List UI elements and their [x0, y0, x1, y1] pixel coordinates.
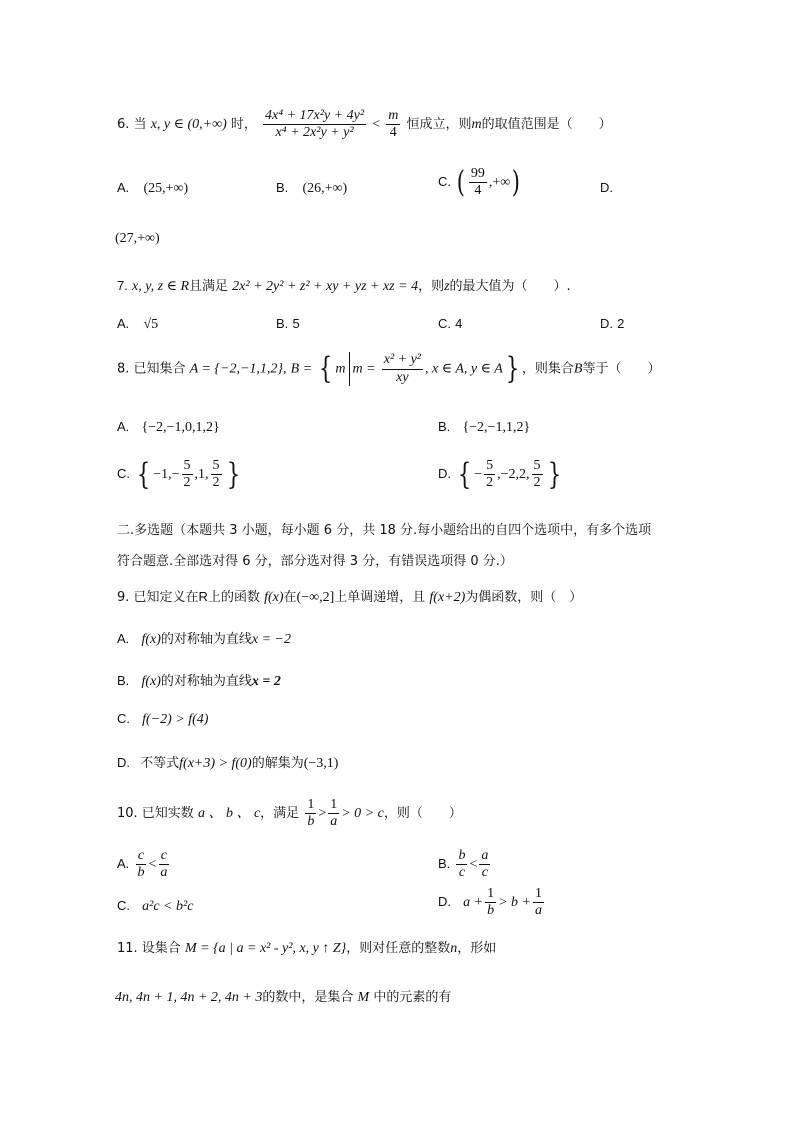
- q6-main-fraction: [263, 108, 366, 141]
- fraction-denominator: a: [535, 903, 542, 919]
- q8-option-b[interactable]: [438, 419, 530, 436]
- option-label: D.: [438, 466, 451, 482]
- q8-set-b-prefix: B =: [290, 361, 313, 377]
- q6-m-numerator: m: [386, 108, 400, 125]
- q6-domain: x, y ∈ (0,+∞): [150, 117, 227, 133]
- fraction: [479, 848, 490, 881]
- fraction: [211, 458, 222, 491]
- q7-vars: x, y, z ∈ R: [131, 279, 190, 294]
- option-operator: <: [469, 857, 478, 873]
- fraction: [305, 797, 316, 830]
- option-line: x = −2: [251, 632, 291, 647]
- q9-interval: (−∞,2]: [296, 590, 335, 605]
- option-label: C.: [117, 711, 130, 726]
- right-paren: ): [512, 164, 521, 200]
- option-label: C.: [438, 316, 451, 331]
- option-value: {−2,−1,1,2}: [462, 420, 531, 435]
- q8-fraction: [382, 352, 423, 385]
- q11-line-1: [117, 937, 496, 957]
- q8-text-suffix: ，则集合: [521, 361, 574, 377]
- option-inequality: f(−2) > f(4): [142, 712, 209, 727]
- option-label: D.: [117, 755, 130, 770]
- option-value-prefix: −: [474, 467, 483, 483]
- q9-option-d[interactable]: [117, 752, 338, 772]
- q11-line-2: [115, 986, 451, 1006]
- q8-option-a[interactable]: [117, 419, 220, 436]
- fraction-numerator: 1: [328, 797, 339, 814]
- q11-m-var: M: [357, 990, 370, 1005]
- q8-text-end: 等于（ ）: [582, 361, 661, 377]
- q10-vars: a 、 b 、 c: [197, 806, 261, 822]
- q6-frac-numerator: 4x⁴ + 17x²y + 4y²: [263, 108, 366, 125]
- q6-m-fraction: [386, 108, 400, 141]
- option-value: a²c < b²c: [142, 899, 194, 914]
- q11-set-m: M = {a | a = x² - y², x, y ↑ Z}: [184, 941, 347, 956]
- option-label: A.: [117, 180, 130, 195]
- q6-option-a[interactable]: [117, 180, 188, 197]
- q8-b-var: B: [573, 361, 583, 377]
- option-value-mid: ,−2,2,: [497, 467, 530, 483]
- q8-stem: [117, 352, 660, 386]
- fraction-denominator: a: [160, 865, 168, 881]
- q7-equation: 2x² + 2y² + z² + xy + yz + xz = 4: [232, 279, 419, 294]
- option-value: (26,+∞): [302, 181, 348, 196]
- q6-option-b[interactable]: [276, 180, 347, 197]
- option-text: 不等式: [140, 756, 180, 771]
- fraction-denominator: c: [481, 865, 488, 881]
- q8-set-b-condition: , x ∈ A, y ∈ A: [425, 361, 503, 377]
- q8-set-a: A = {−2,−1,1,2}: [189, 361, 284, 377]
- q10-number: 10. 已知实数: [117, 806, 194, 822]
- option-value: (25,+∞): [143, 181, 189, 196]
- left-brace: {: [458, 456, 472, 492]
- q8-separator: ,: [283, 361, 287, 377]
- fraction-numerator: b: [456, 848, 467, 865]
- option-label: A.: [117, 316, 130, 331]
- fraction: [484, 458, 495, 491]
- right-brace: }: [226, 456, 240, 492]
- option-value: √5: [143, 317, 159, 332]
- option-label: B.: [117, 673, 130, 688]
- option-label: A.: [117, 856, 130, 872]
- q8-option-d[interactable]: [438, 458, 564, 491]
- right-brace: }: [547, 456, 561, 492]
- q10-text: ，满足: [260, 806, 300, 822]
- option-operator: <: [148, 857, 157, 873]
- option-label: A.: [117, 631, 130, 646]
- fraction-denominator: a: [330, 814, 338, 830]
- q11-number: 11. 设集合: [117, 941, 181, 956]
- q10-option-a[interactable]: [117, 848, 171, 881]
- option-line: x = 2: [251, 674, 281, 689]
- option-label: D.: [600, 180, 613, 195]
- fraction-denominator: b: [137, 865, 145, 881]
- option-label: C.: [438, 174, 451, 190]
- option-value: 5: [292, 316, 300, 331]
- q7-option-b[interactable]: [276, 316, 300, 332]
- q6-m-denominator: 4: [389, 125, 397, 141]
- option-value: {−2,−1,0,1,2}: [141, 420, 220, 435]
- option-label: D.: [600, 316, 613, 331]
- option-value: 2: [617, 316, 625, 331]
- q6-text-suffix: 恒成立，则: [406, 117, 472, 133]
- q6-less-than: <: [372, 117, 381, 133]
- option-operator: > b +: [498, 895, 531, 911]
- q9-text-b: 在: [283, 590, 297, 605]
- q6-frac-denominator: x⁴ + 2x²y + y²: [275, 125, 354, 141]
- option-fx: f(x): [141, 674, 161, 689]
- q8-number: 8. 已知集合: [117, 361, 186, 377]
- q9-fx-plus-2: f(x+2): [429, 590, 466, 605]
- fraction-numerator: a: [479, 848, 490, 865]
- q9-number: 9. 已知定义在: [117, 590, 199, 605]
- fraction-denominator: b: [487, 903, 495, 919]
- q6-text-end: 的取值范围是（ ）: [481, 117, 612, 133]
- fraction: [533, 886, 544, 919]
- option-label: B.: [438, 419, 451, 434]
- fraction-denominator: b: [307, 814, 315, 830]
- q9-option-c[interactable]: [117, 711, 208, 728]
- fraction-numerator: 5: [484, 458, 495, 475]
- option-value-prefix: −1,−: [153, 467, 180, 483]
- q7-text: 且满足: [189, 279, 229, 294]
- fraction-denominator: c: [458, 865, 466, 881]
- q9-stem: [117, 586, 582, 606]
- option-label: B.: [276, 180, 289, 195]
- left-paren: (: [456, 164, 466, 200]
- fraction-numerator: 5: [182, 458, 193, 475]
- fraction-numerator: 99: [469, 166, 487, 183]
- q9-text-a: 上的函数: [207, 590, 260, 605]
- option-value: 4: [455, 316, 463, 331]
- section-2-line-1: 二.多选题（本题共 3 小题，每小题 6 分，共 18 分.每小题给出的自四个选项中，有多个选项: [117, 523, 652, 538]
- q9-r: R: [198, 589, 208, 604]
- q8-option-c[interactable]: [117, 458, 243, 491]
- fraction-denominator: 2: [183, 475, 191, 491]
- q11-text-2-end: 中的元素的有: [373, 990, 452, 1005]
- fraction-numerator: 1: [305, 797, 316, 814]
- fraction-denominator: 2: [533, 475, 541, 491]
- option-interval: (−3,1): [303, 756, 339, 771]
- fraction: [485, 886, 496, 919]
- option-inequality: f(x+3) > f(0): [179, 756, 252, 771]
- q10-option-b[interactable]: [438, 848, 492, 881]
- q9-option-b[interactable]: [117, 670, 281, 690]
- q7-option-d[interactable]: [600, 316, 624, 332]
- option-text: 的对称轴为直线: [160, 632, 252, 647]
- option-value-mid: ,1,: [194, 467, 209, 483]
- set-builder-bar: [349, 352, 350, 386]
- fraction-numerator: x² + y²: [382, 352, 423, 369]
- fraction: [182, 458, 193, 491]
- fraction-numerator: c: [159, 848, 169, 865]
- q7-stem: [117, 275, 571, 295]
- q7-z-var: z: [444, 279, 450, 294]
- q9-fx: f(x): [264, 590, 284, 605]
- option-label: B.: [276, 316, 289, 331]
- fraction: [135, 848, 146, 881]
- fraction-numerator: 5: [211, 458, 222, 475]
- fraction: [456, 848, 467, 881]
- q11-values: 4n, 4n + 1, 4n + 2, 4n + 3: [115, 990, 263, 1005]
- fraction-numerator: 1: [533, 886, 544, 903]
- q6-text: 时，: [230, 117, 257, 133]
- q7-text-suffix: ，则: [418, 279, 445, 294]
- left-brace: {: [137, 456, 151, 492]
- fraction-numerator: 1: [485, 886, 496, 903]
- fraction: [328, 797, 339, 830]
- q10-text-end: ，则（ ）: [383, 806, 462, 822]
- option-label: A.: [117, 419, 130, 434]
- fraction-numerator: c: [136, 848, 146, 865]
- q9-option-a[interactable]: [117, 628, 291, 648]
- q6-number: 6. 当: [117, 117, 147, 133]
- option-fx: f(x): [141, 632, 161, 647]
- fraction-denominator: 2: [486, 475, 494, 491]
- option-text: 的对称轴为直线: [160, 674, 252, 689]
- q9-text-c: 上单调递增，且: [334, 590, 426, 605]
- q7-number: 7.: [117, 278, 128, 293]
- q10-option-c[interactable]: [117, 898, 193, 915]
- q11-text-end: ，形如: [457, 941, 497, 956]
- q8-m-eq: m =: [352, 361, 376, 377]
- fraction: [158, 848, 169, 881]
- option-text-2: 的解集为: [251, 756, 304, 771]
- q11-text: ，则对任意的整数: [346, 941, 451, 956]
- right-brace: }: [505, 351, 520, 386]
- left-brace: {: [319, 351, 333, 386]
- q9-text-end: 为偶函数，则（ ）: [465, 590, 583, 605]
- q6-stem: [117, 108, 612, 141]
- fraction-denominator: xy: [396, 369, 409, 385]
- q10-stem: [117, 797, 462, 830]
- q6-option-d[interactable]: [600, 180, 613, 196]
- section-2-line-2: 符合题意.全部选对得 6 分，部分选对得 3 分，有错误选项得 0 分.）: [117, 554, 513, 569]
- option-label: C.: [117, 466, 130, 482]
- option-value-tail: ,+∞: [488, 175, 511, 191]
- q6-option-d-value: [115, 231, 160, 247]
- q11-n-var: n: [450, 941, 458, 956]
- option-label: C.: [117, 898, 130, 913]
- fraction-denominator: 4: [474, 183, 482, 199]
- q11-text-2: 的数中，是集合: [262, 990, 354, 1005]
- fraction-numerator: 5: [532, 458, 543, 475]
- q7-option-a[interactable]: [117, 316, 158, 333]
- q10-gt: >: [318, 806, 327, 822]
- option-value: (27,+∞): [115, 231, 160, 246]
- option-prefix: a +: [463, 895, 484, 911]
- fraction: [532, 458, 543, 491]
- q7-option-c[interactable]: [438, 316, 462, 332]
- q10-tail: > 0 > c: [341, 806, 384, 822]
- q6-option-c[interactable]: [438, 166, 522, 199]
- option-label: B.: [438, 856, 451, 872]
- q10-option-d[interactable]: [438, 886, 546, 919]
- option-label: D.: [438, 894, 451, 910]
- q6-c-fraction: [469, 166, 487, 199]
- q7-text-end: 的最大值为（ ）.: [449, 279, 571, 294]
- q6-m-var: m: [471, 117, 482, 133]
- fraction-denominator: 2: [212, 475, 220, 491]
- q8-m: m: [335, 361, 346, 377]
